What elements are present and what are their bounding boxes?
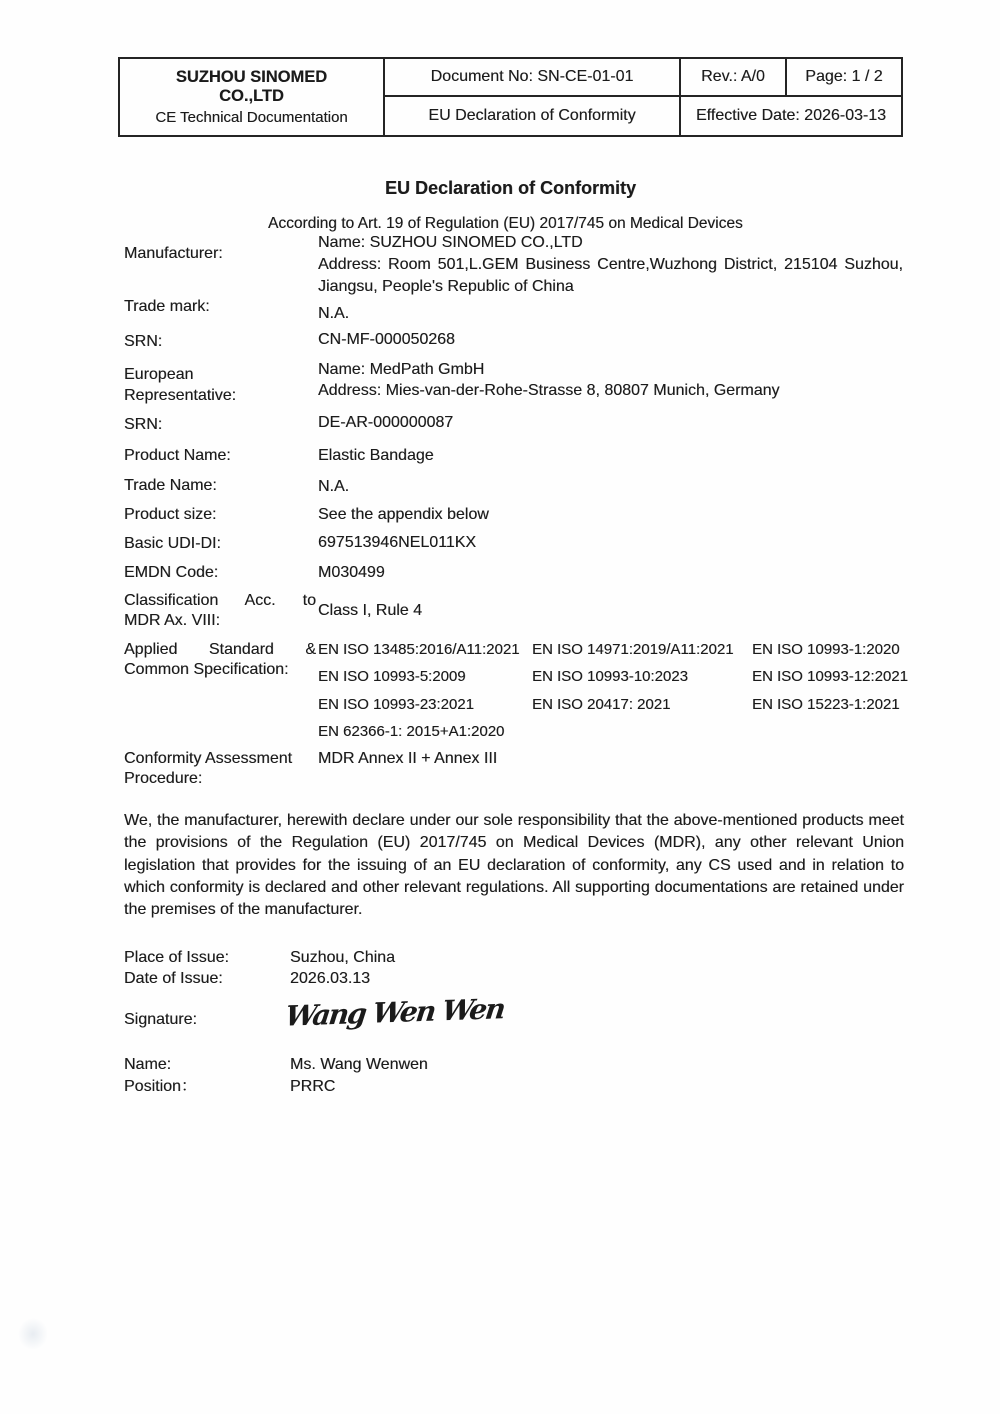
product-size-label: Product size: (124, 506, 217, 523)
company-name-line2: CO.,LTD (219, 86, 284, 105)
classification-label-line2: MDR Ax. VIII: (124, 612, 221, 629)
standard-item: EN ISO 10993-5:2009 (318, 668, 466, 685)
trademark-label: Trade mark: (124, 298, 210, 315)
company-subtitle: CE Technical Documentation (155, 108, 348, 126)
standards-label-line1: Applied Standard & (124, 641, 316, 658)
product-name-value: Elastic Bandage (318, 447, 434, 464)
srn-manufacturer-label: SRN: (124, 333, 163, 350)
position-label: Position： (124, 1078, 197, 1095)
name-value: Ms. Wang Wenwen (290, 1056, 428, 1073)
standard-item: EN ISO 10993-23:2021 (318, 696, 474, 713)
trade-name-value: N.A. (318, 478, 350, 495)
manufacturer-address-line2: Jiangsu, People's Republic of China (318, 278, 574, 295)
standards-label-line2: Common Specification: (124, 661, 289, 678)
eu-rep-name: Name: MedPath GmbH (318, 361, 485, 378)
conformity-value: MDR Annex II + Annex III (318, 750, 498, 767)
declaration-paragraph: We, the manufacturer, herewith declare under our sole responsibility that the above-mentioned products meet the provisions of the Regulation (EU) 2017/745 on Medical Devices (MDR), any other relevant Union legislation that provides for the issuing of an EU declaration of conformity, any CS used and in relation to which conformity is declared and other relevant regulations. All supporting documentations are retained under the premises of the manufacturer. (124, 812, 904, 919)
name-label: Name: (124, 1056, 172, 1073)
conformity-label-line2: Procedure: (124, 770, 203, 787)
eu-rep-label-line1: European (124, 366, 194, 383)
trademark-value: N.A. (318, 305, 350, 322)
standard-item: EN ISO 10993-10:2023 (532, 668, 688, 685)
place-of-issue-label: Place of Issue: (124, 949, 229, 966)
header-table (118, 57, 903, 137)
standard-item: EN ISO 13485:2016/A11:2021 (318, 641, 520, 658)
header-rev: Rev.: A/0 (680, 58, 786, 96)
page-subtitle: According to Art. 19 of Regulation (EU) 2017/745 on Medical Devices (268, 215, 743, 232)
header-company-cell (119, 58, 384, 136)
emdn-value: M030499 (318, 564, 385, 581)
manufacturer-address-line1: Address: Room 501,L.GEM Business Centre,Wuzhong District, 215104 Suzhou, (318, 256, 903, 273)
standard-item: EN ISO 20417: 2021 (532, 696, 671, 713)
classification-value: Class I, Rule 4 (318, 602, 423, 619)
scan-artifact (18, 1318, 48, 1350)
position-value: PRRC (290, 1078, 336, 1095)
company-name-line1: SUZHOU SINOMED (175, 67, 328, 86)
srn-rep-value: DE-AR-000000087 (318, 414, 454, 431)
header-doc-type: EU Declaration of Conformity (384, 96, 680, 136)
standard-item: EN 62366-1: 2015+A1:2020 (318, 723, 505, 740)
header-effective-date: Effective Date: 2026-03-13 (680, 96, 902, 136)
product-size-value: See the appendix below (318, 506, 489, 523)
standard-item: EN ISO 10993-1:2020 (752, 641, 900, 658)
basic-udi-value: 697513946NEL011KX (318, 534, 477, 551)
emdn-label: EMDN Code: (124, 564, 219, 581)
header-doc-no: Document No: SN-CE-01-01 (384, 58, 680, 96)
standard-item: EN ISO 14971:2019/A11:2021 (532, 641, 734, 658)
trade-name-label: Trade Name: (124, 477, 217, 494)
product-name-label: Product Name: (124, 447, 231, 464)
date-of-issue-label: Date of Issue: (124, 970, 223, 987)
signature-label: Signature: (124, 1011, 197, 1028)
eu-rep-label-line2: Representative: (124, 387, 237, 404)
standard-item: EN ISO 10993-12:2021 (752, 668, 908, 685)
manufacturer-name: Name: SUZHOU SINOMED CO.,LTD (318, 234, 583, 251)
signature-script: Wang Wen Wen (283, 992, 506, 1033)
srn-manufacturer-value: CN-MF-000050268 (318, 331, 455, 348)
header-page: Page: 1 / 2 (786, 58, 902, 96)
classification-label-line1: Classification Acc. to (124, 592, 316, 609)
conformity-label-line1: Conformity Assessment (124, 750, 293, 767)
srn-rep-label: SRN: (124, 416, 163, 433)
manufacturer-label: Manufacturer: (124, 245, 223, 262)
eu-rep-address: Address: Mies-van-der-Rohe-Strasse 8, 80807 Munich, Germany (318, 382, 780, 399)
date-of-issue-value: 2026.03.13 (290, 970, 371, 987)
page-title: EU Declaration of Conformity (384, 178, 637, 198)
basic-udi-label: Basic UDI-DI: (124, 535, 221, 552)
standard-item: EN ISO 15223-1:2021 (752, 696, 900, 713)
place-of-issue-value: Suzhou, China (290, 949, 395, 966)
